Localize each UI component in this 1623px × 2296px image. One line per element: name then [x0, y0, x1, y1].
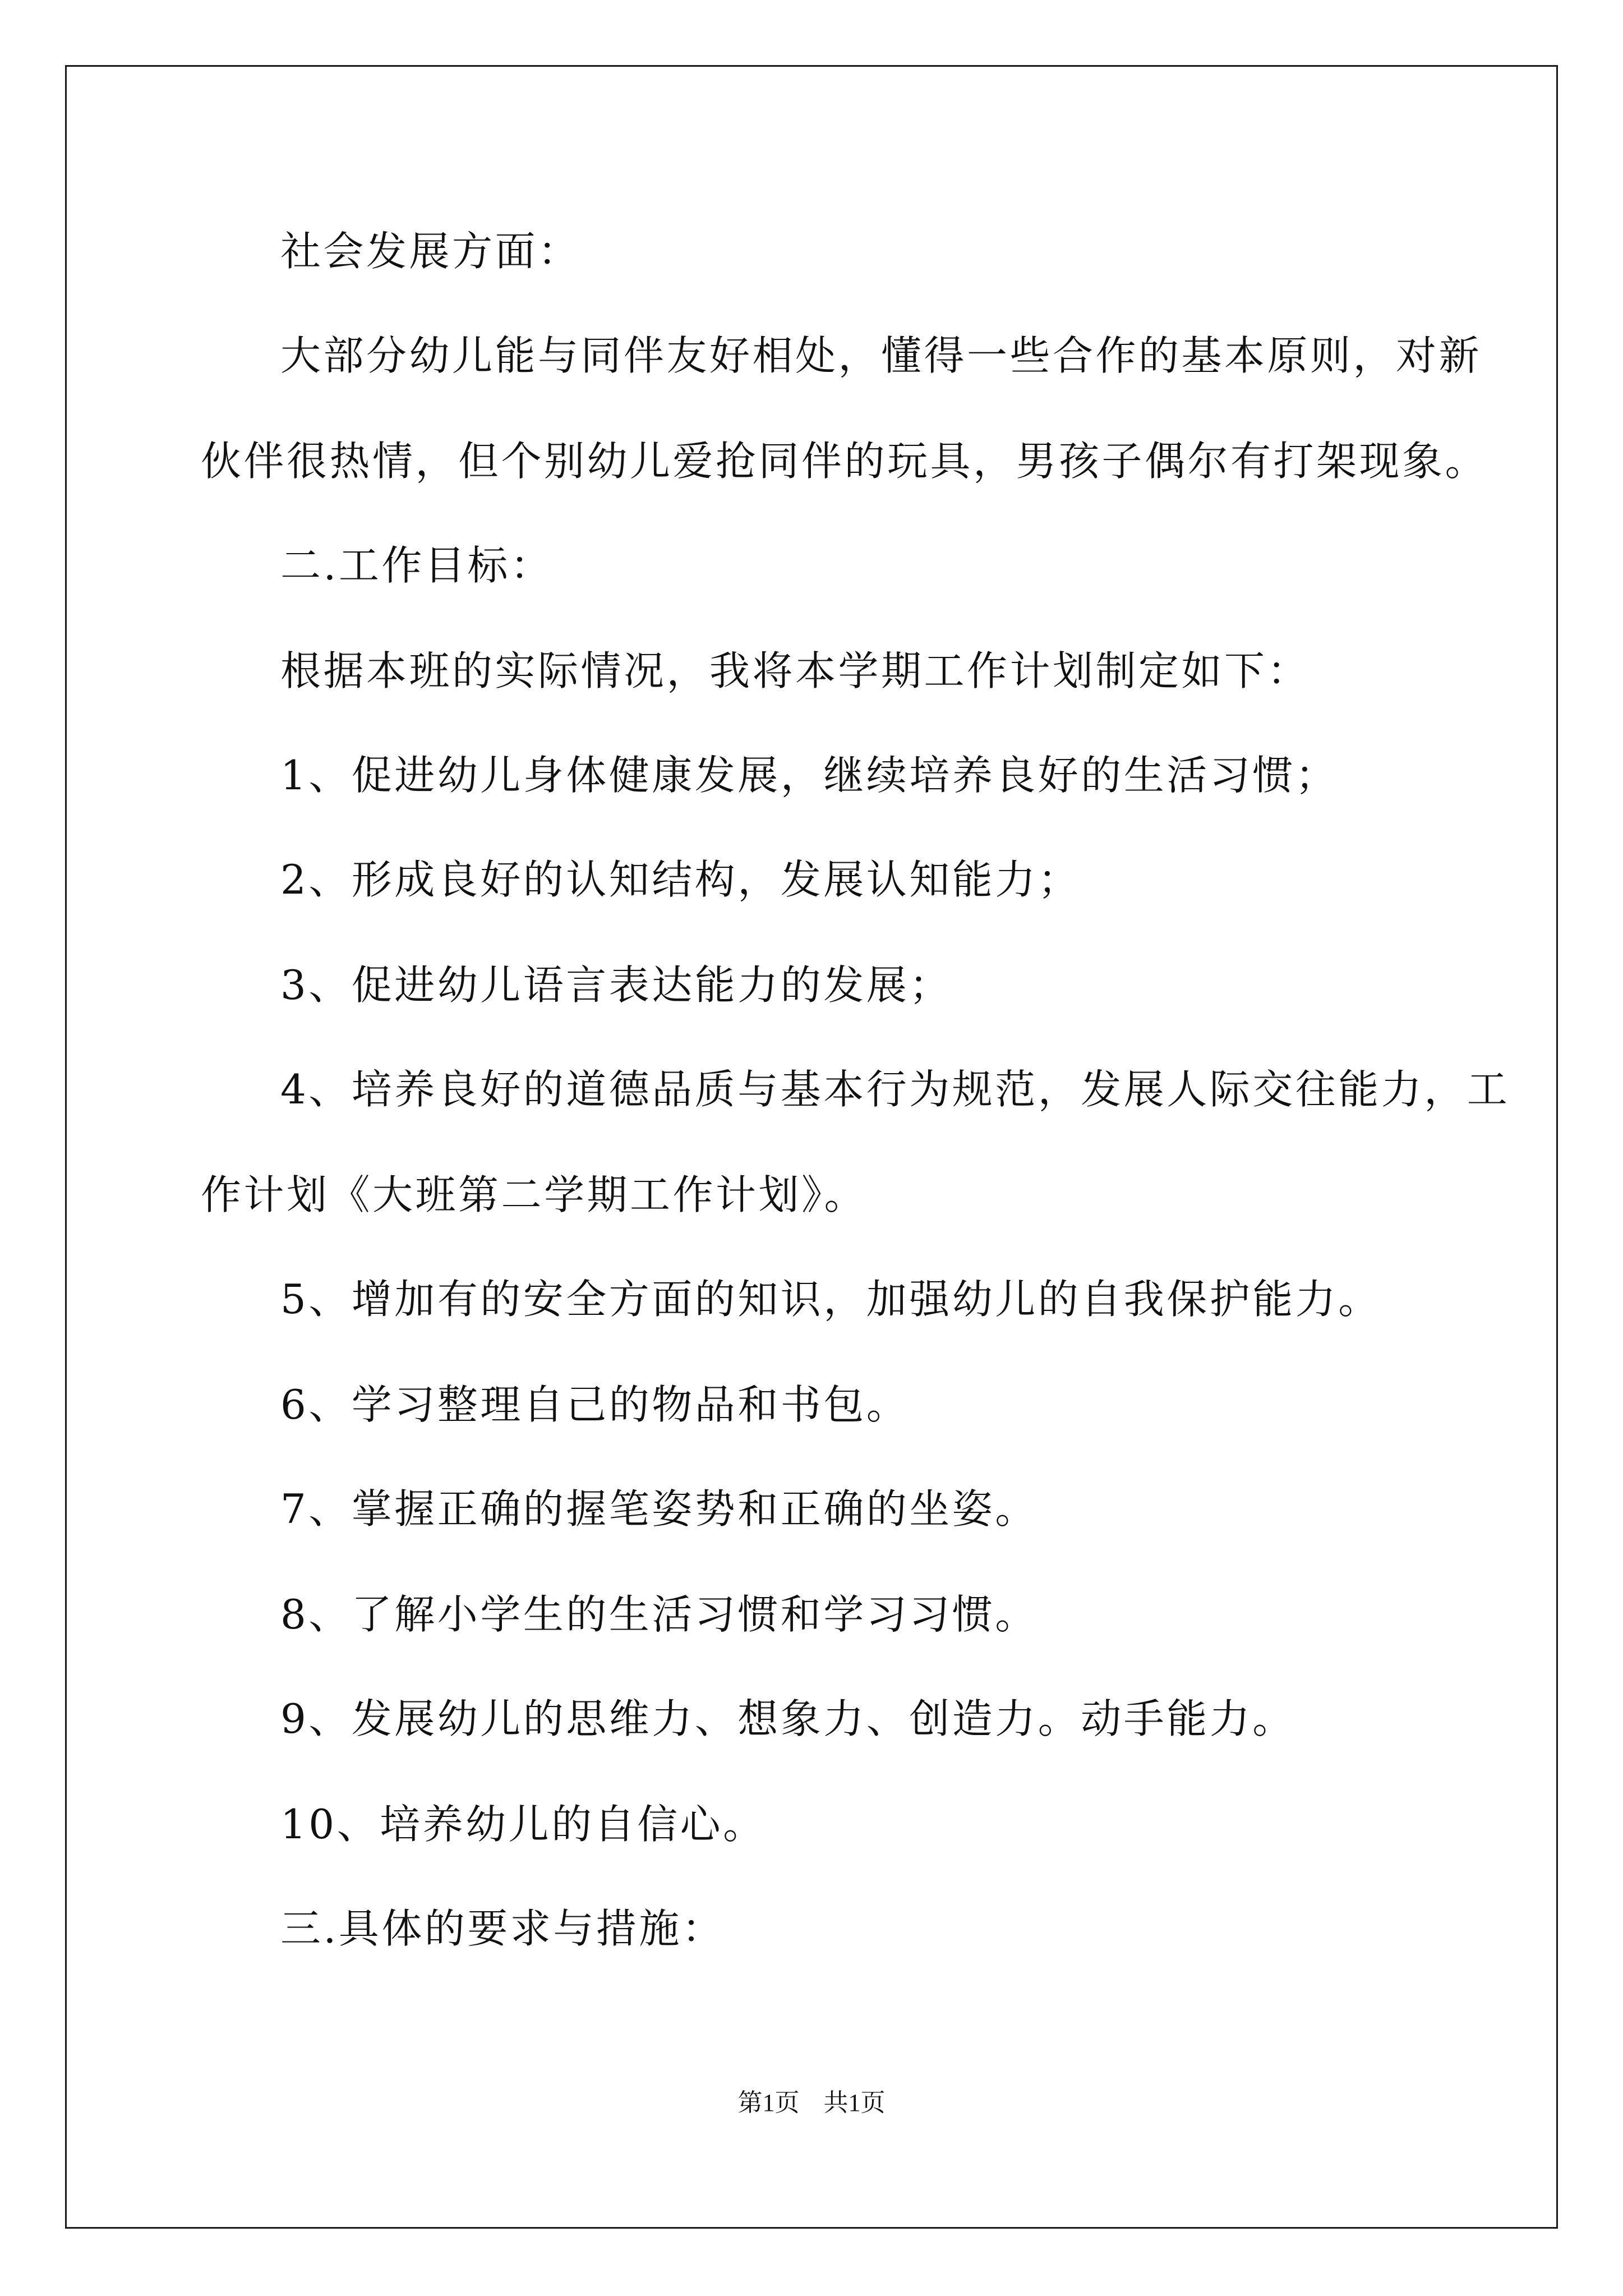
list-item: 2、形成良好的认知结构，发展认知能力；	[280, 856, 1081, 903]
paragraph: 大部分幼儿能与同伴友好相处，懂得一些合作的基本原则，对新	[280, 332, 1482, 379]
list-item: 6、学习整理自己的物品和书包。	[280, 1381, 910, 1428]
paragraph: 根据本班的实际情况，我将本学期工作计划制定如下：	[280, 647, 1311, 694]
page-border	[65, 65, 1558, 2229]
list-item: 8、了解小学生的生活习惯和学习习惯。	[280, 1591, 1038, 1638]
list-item: 7、掌握正确的握笔姿势和正确的坐姿。	[280, 1485, 1038, 1533]
list-item: 9、发展幼儿的思维力、想象力、创造力。动手能力。	[280, 1695, 1295, 1742]
list-item: 作计划《大班第二学期工作计划》。	[201, 1171, 868, 1218]
page-footer	[0, 2082, 1623, 2118]
page-count: 共1页	[823, 2089, 886, 2116]
list-item: 1、促进幼儿身体健康发展，继续培养良好的生活习惯；	[280, 752, 1339, 799]
paragraph: 伙伴很热情，但个别幼儿爱抢同伴的玩具，男孩子偶尔有打架现象。	[201, 438, 1488, 485]
section-heading: 三.具体的要求与措施：	[280, 1905, 725, 1952]
list-item: 4、培养良好的道德品质与基本行为规范，发展人际交往能力，工	[280, 1066, 1510, 1113]
page-number: 第1页	[737, 2089, 800, 2116]
list-item: 10、培养幼儿的自信心。	[280, 1801, 766, 1848]
section-heading: 二.工作目标：	[280, 542, 554, 589]
list-item: 5、增加有的安全方面的知识，加强幼儿的自我保护能力。	[280, 1276, 1381, 1323]
list-item: 3、促进幼儿语言表达能力的发展；	[280, 961, 952, 1009]
paragraph: 社会发展方面：	[280, 228, 581, 275]
